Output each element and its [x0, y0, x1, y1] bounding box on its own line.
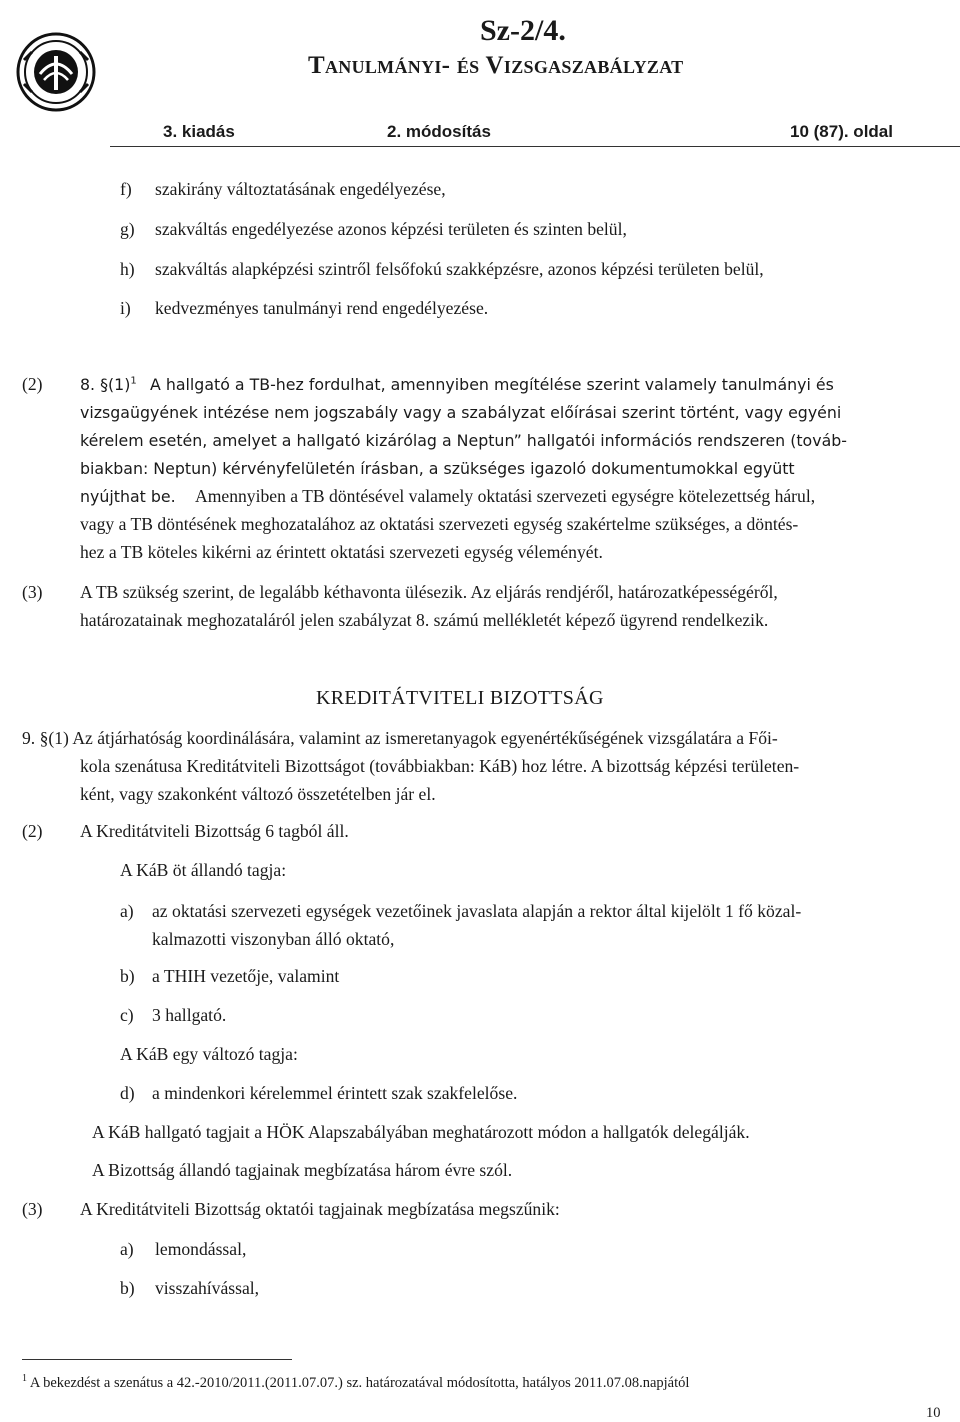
list-item: a THIH vezetője, valamint: [152, 966, 340, 986]
paragraph-line: ként, vagy szakonként változó összetételben jár el.: [80, 784, 436, 804]
paragraph-line: Amennyiben a TB döntésével valamely oktatási szervezeti egységre kötelezettség hárul,: [195, 486, 816, 506]
section-heading: KREDITÁTVITELI BIZOTTSÁG: [316, 687, 604, 709]
list-item: szakirány változtatásának engedélyezése,: [155, 179, 446, 199]
list-item: szakváltás alapképzési szintről felsőfokú szakképzésre, azonos képzési területen belül,: [155, 259, 764, 279]
paragraph-line: A Bizottság állandó tagjainak megbízatása három évre szól.: [92, 1160, 513, 1180]
list-item: az oktatási szervezeti egységek vezetőinek javaslata alapján a rektor által kijelölt 1 fő közal-: [152, 901, 802, 921]
section-8-label: 8. $\S(1)^1$: [80, 375, 137, 394]
edition-label: 3. kiadás: [163, 122, 235, 141]
institution-logo: [14, 30, 98, 114]
list-item: visszahívással,: [155, 1278, 260, 1298]
list-marker: b): [120, 966, 135, 986]
list-marker: a): [120, 1239, 134, 1259]
paragraph-line: A Kreditátviteli Bizottság oktatói tagjainak megbízatása megszűnik:: [80, 1199, 560, 1219]
list-marker: f): [120, 179, 132, 199]
revision-label: 2. módosítás: [387, 122, 491, 141]
footnote-number: 1: [22, 1373, 27, 1385]
list-item: kalmazotti viszonyban álló oktató,: [152, 929, 395, 949]
paragraph-marker: (3): [22, 582, 43, 602]
footnote: $^1$ A bekezdést a szenátus a 42.-2010/2011.(2011.07.07.) sz. határozatával módosította, hatályos 2011.07.08.napjától: [22, 1373, 690, 1391]
list-marker: a): [120, 901, 134, 921]
list-marker: h): [120, 259, 135, 279]
page-number: 10: [926, 1405, 941, 1421]
list-item: szakváltás engedélyezése azonos képzési területen és szinten belül,: [155, 219, 627, 239]
list-marker: c): [120, 1005, 134, 1025]
document-code: Sz-2/4.: [480, 14, 566, 47]
footnote-separator: [22, 1359, 292, 1360]
list-item: lemondással,: [155, 1239, 247, 1259]
paragraph-marker: (2): [22, 374, 43, 394]
footnote-ref: 1: [130, 375, 137, 387]
page-reference: 10 (87). oldal: [790, 122, 893, 141]
paragraph-line: kola szenátusa Kreditátviteli Bizottságot (továbbiakban: KáB) hoz létre. A bizottság képzési területen-: [80, 756, 800, 776]
paragraph-line: A TB szükség szerint, de legalább kéthavonta ülésezik. Az eljárás rendjéről, határozatképességéről,: [80, 582, 778, 602]
list-marker: b): [120, 1278, 135, 1298]
subheading: A KáB öt állandó tagja:: [120, 860, 287, 880]
list-marker: d): [120, 1083, 135, 1103]
document-title: Tanulmányi- és Vizsgaszabályzat: [308, 52, 684, 79]
subheading: A KáB egy változó tagja:: [120, 1044, 298, 1064]
header-rule: [110, 146, 960, 147]
paragraph-line: vagy a TB döntésének meghozatalához az oktatási szervezeti egység szakértelme szükséges, a döntés-: [80, 514, 799, 534]
list-item: kedvezményes tanulmányi rend engedélyezése.: [155, 298, 489, 318]
paragraph-line: A KáB hallgató tagjait a HÖK Alapszabályában meghatározott módon a hallgatók delegálják.: [92, 1122, 750, 1142]
list-marker: i): [120, 298, 131, 318]
paragraph-line: biakban: Neptun) kérvényfelületén írásban, a szükséges igazoló dokumentumokkal együtt: [80, 459, 795, 478]
paragraph-line: vizsgaügyének intézése nem jogszabály vagy a szabályzat előírásai szerint történt, vagy egyéni: [80, 403, 842, 422]
paragraph-line: hez a TB köteles kikérni az érintett oktatási szervezeti egység véleményét.: [80, 542, 603, 562]
paragraph-marker: (3): [22, 1199, 43, 1219]
list-item: 3 hallgató.: [152, 1005, 227, 1025]
paragraph-line: A hallgató a TB-hez fordulhat, amennyiben megítélése szerint valamely tanulmányi és: [150, 375, 834, 394]
paragraph-line: kérelem esetén, amelyet a hallgató kizárólag a Neptun” hallgatói információs rendszeren (továb-: [80, 431, 847, 450]
paragraph-line: A Kreditátviteli Bizottság 6 tagból áll.: [80, 821, 349, 841]
list-marker: g): [120, 219, 135, 239]
paragraph-marker: (2): [22, 821, 43, 841]
paragraph-line: határozatainak meghozataláról jelen szabályzat 8. számú mellékletét képező ügyrend rendelkezik.: [80, 610, 769, 630]
list-item: a mindenkori kérelemmel érintett szak szakfelelőse.: [152, 1083, 518, 1103]
paragraph-line: nyújthat be.: [80, 487, 176, 506]
paragraph-line: 9. §(1) Az átjárhatóság koordinálására, valamint az ismeretanyagok egyenértékűségének vizsgálatára a Fői-: [22, 728, 778, 748]
